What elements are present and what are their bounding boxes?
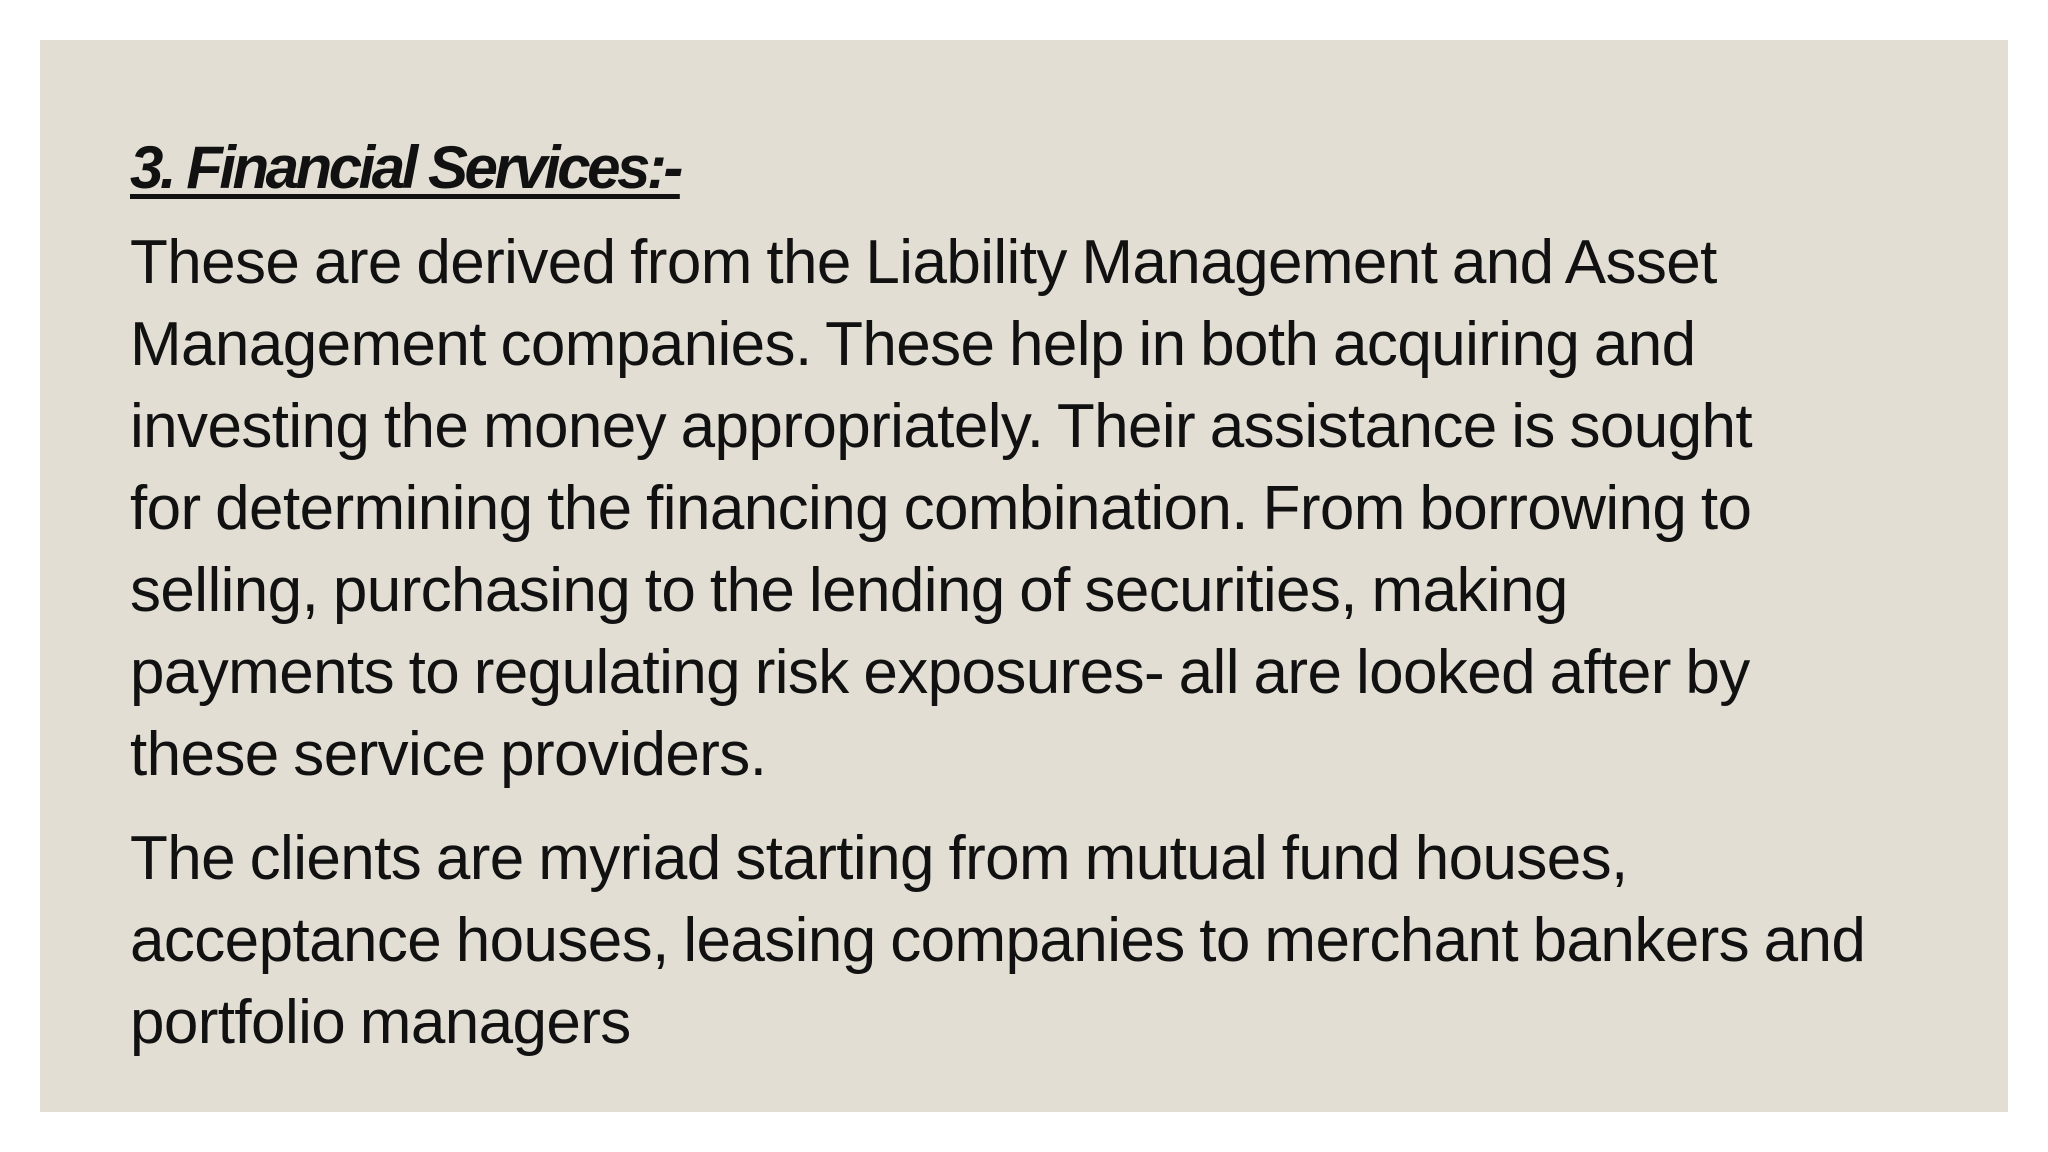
slide-content [130,128,2010,1064]
body-paragraph-1: These are derived from the Liability Management and Asset Management companies. These help in both acquiring and investing the money appropriately. Their assistance is sought for determining the financing combination. From borrowing to selling, purchasing to the lending of securities, making payments to regulating risk exposures- all are looked after by these service providers. [130,228,1753,789]
slide [40,40,2008,1112]
body-paragraph-2: The clients are myriad starting from mutual fund houses, acceptance houses, leasing companies to merchant bankers and portfolio managers [130,824,1866,1057]
slide-title: 3. Financial Services:- [130,134,680,201]
